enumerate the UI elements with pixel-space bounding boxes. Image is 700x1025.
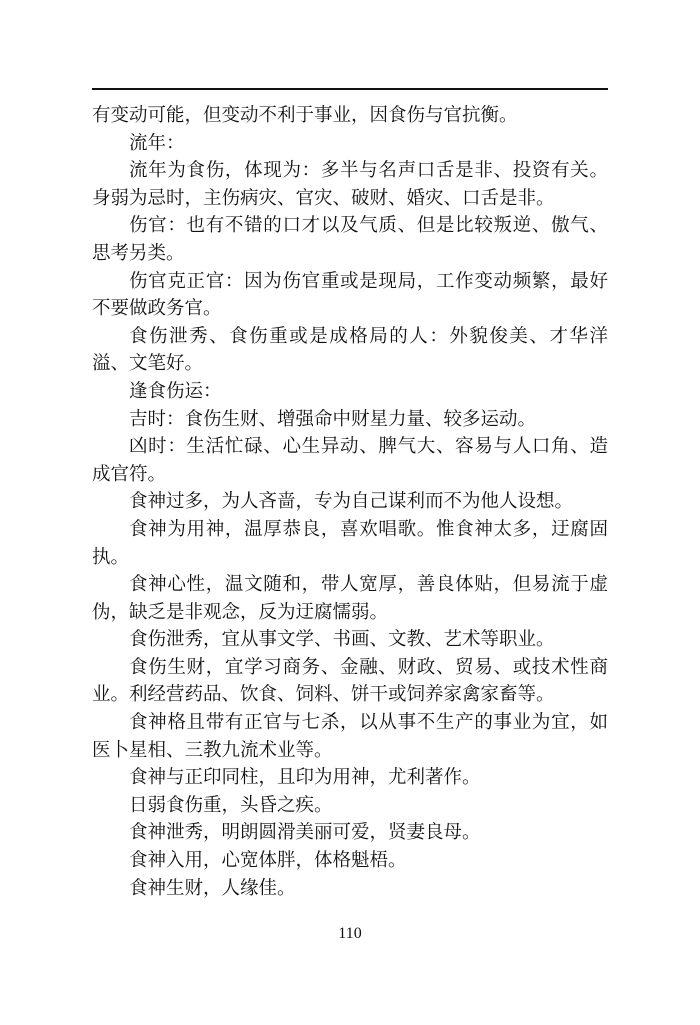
paragraph: 吉时：食伤生财、增强命中财星力量、较多运动。 xyxy=(129,408,537,430)
paragraph: 日弱食伤重，头昏之疾。 xyxy=(129,794,333,816)
body-text xyxy=(92,102,608,902)
paragraph: 逢食伤运： xyxy=(129,380,222,402)
paragraph: 流年为食伤，体现为：多半与名声口舌是非、投资有关。身弱为忌时，主伤病灾、官灾、破财、婚灾、口舌是非。 xyxy=(92,160,608,209)
paragraph: 食神为用神，温厚恭良，喜欢唱歌。惟食神太多，迂腐固执。 xyxy=(92,518,608,568)
paragraph: 食神与正印同柱，且印为用神，尤利著作。 xyxy=(129,767,481,789)
paragraph: 食神过多，为人吝啬，专为自己谋利而不为他人设想。 xyxy=(129,491,574,513)
paragraph: 凶时：生活忙碌、心生异动、脾气大、容易与人口角、造成官符。 xyxy=(92,436,608,485)
paragraph: 流年： xyxy=(129,132,185,154)
paragraph: 有变动可能，但变动不利于事业，因食伤与官抗衡。 xyxy=(92,105,518,126)
paragraph: 食神生财，人缘佳。 xyxy=(129,877,296,899)
paragraph: 食伤生财，宜学习商务、金融、财政、贸易、或技术性商业。利经营药品、饮食、饲料、饼干或饲养家禽家畜等。 xyxy=(92,656,608,706)
paragraph: 食神泄秀，明朗圆滑美丽可爱，贤妻良母。 xyxy=(129,822,481,844)
paragraph: 食神格且带有正官与七杀，以从事不生产的事业为宜，如医卜星相、三教九流术业等。 xyxy=(92,712,608,761)
paragraph: 食伤泄秀，宜从事文学、书画、文教、艺术等职业。 xyxy=(129,629,555,651)
page-number: 110 xyxy=(338,925,362,942)
header-rule xyxy=(92,88,608,90)
paragraph: 食神入用，心宽体胖，体格魁梧。 xyxy=(129,850,407,872)
paragraph: 食神心性，温文随和，带人宽厚，善良体贴，但易流于虚伪，缺乏是非观念，反为迂腐懦弱。 xyxy=(92,574,608,623)
paragraph: 食伤泄秀、食伤重或是成格局的人：外貌俊美、才华洋溢、文笔好。 xyxy=(92,325,608,375)
paragraph: 伤官克正官：因为伤官重或是现局，工作变动频繁，最好不要做政务官。 xyxy=(92,270,608,320)
paragraph: 伤官：也有不错的口才以及气质、但是比较叛逆、傲气、思考另类。 xyxy=(92,215,608,264)
